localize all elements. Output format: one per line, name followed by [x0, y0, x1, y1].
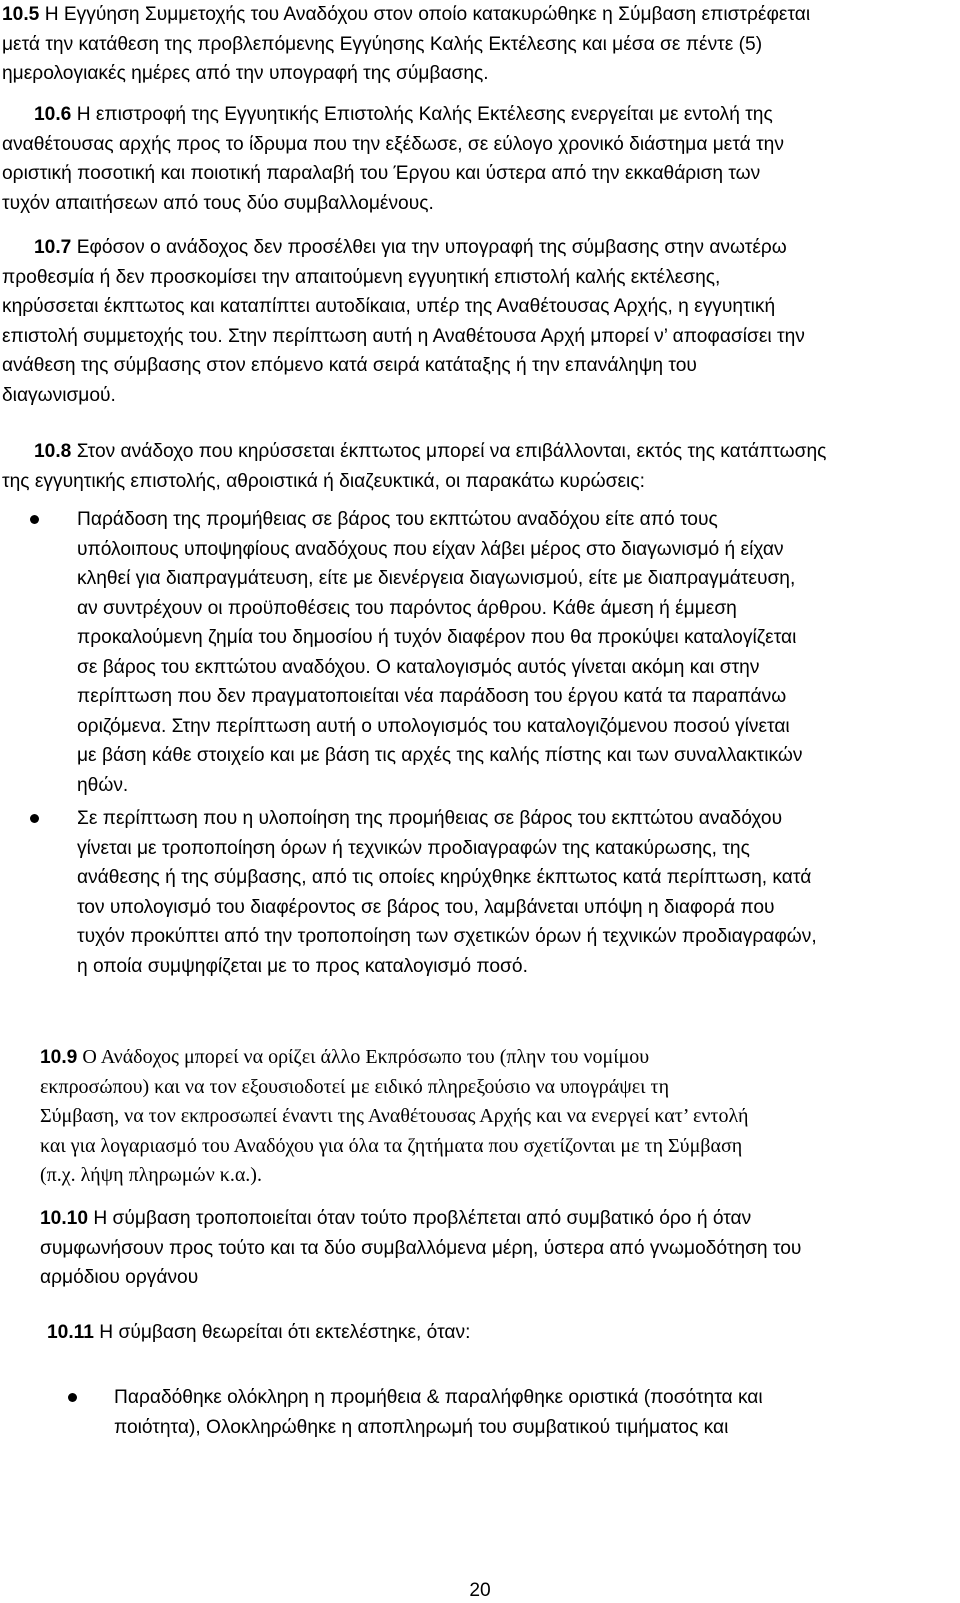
- paragraph-line: ημερολογιακές ημέρες από την υπογραφή της σύμβασης.: [2, 63, 489, 84]
- bullet-icon: [30, 515, 39, 524]
- bullet-line: με βάση κάθε στοιχείο και με βάση τις αρχές της καλής πίστης και των συναλλακτικών: [77, 745, 803, 766]
- paragraph-line: εκπροσώπου) και να τον εξουσιοδοτεί με ειδικό πληρεξούσιο να υπογράψει τη: [40, 1075, 670, 1098]
- bullet-line: προκαλούμενη ζημία του δημοσίου ή τυχόν διαφέρον που θα προκύψει καταλογίζεται: [77, 627, 797, 648]
- paragraph-line: 10.10 Η σύμβαση τροποποιείται όταν τούτο προβλέπεται από συμβατικό όρο ή όταν: [40, 1208, 752, 1229]
- section-number: 10.7: [34, 237, 72, 258]
- paragraph-line: προθεσμία ή δεν προσκομίσει την απαιτούμενη εγγυητική επιστολή καλής εκτέλεσης,: [2, 266, 721, 288]
- bullet-line: Παράδοση της προμήθειας σε βάρος του εκπτώτου αναδόχου είτε από τους: [77, 509, 718, 530]
- bullet-item: [77, 505, 960, 800]
- paragraph-line: 10.9 Ο Ανάδοχος μπορεί να ορίζει άλλο Εκπρόσωπο του (πλην του νομίμου: [40, 1046, 650, 1068]
- section-number: 10.9: [40, 1047, 78, 1068]
- section-number: 10.8: [34, 441, 72, 462]
- page-number: 20: [469, 1580, 491, 1601]
- section-10-6: [2, 100, 960, 218]
- paragraph-line: συμφωνήσουν προς τούτο και τα δύο συμβαλλόμενα μέρη, ύστερα από γνωμοδότηση του: [40, 1237, 802, 1259]
- paragraph-line: της εγγυητικής επιστολής, αθροιστικά ή διαζευκτικά, οι παρακάτω κυρώσεις:: [2, 470, 645, 492]
- paragraph-line: οριστική ποσοτική και ποιοτική παραλαβή του Έργου και ύστερα από την εκκαθάριση των: [2, 163, 761, 184]
- paragraph-line: (π.χ. λήψη πληρωμών κ.α.).: [40, 1164, 262, 1186]
- section-10-8: [2, 437, 960, 496]
- bullet-line: ποιότητα), Ολοκληρώθηκε η αποπληρωμή του συμβατικού τιμήματος και: [114, 1416, 729, 1438]
- paragraph-line: και για λογαριασμό του Αναδόχου για όλα τα ζητήματα που σχετίζονται με τη Σύμβαση: [40, 1134, 743, 1157]
- bullet-line: σε βάρος του εκπτώτου αναδόχου. Ο καταλογισμός αυτός γίνεται ακόμη και στην: [77, 656, 760, 678]
- paragraph-line: Σύμβαση, να τον εκπροσωπεί έναντι της Αναθέτουσας Αρχής και να ενεργεί κατ’ εντολή: [40, 1105, 749, 1127]
- section-number: 10.10: [40, 1208, 89, 1229]
- bullet-line: Παραδόθηκε ολόκληρη η προμήθεια & παραλήφθηκε οριστικά (ποσότητα και: [114, 1387, 763, 1408]
- paragraph-line: μετά την κατάθεση της προβλεπόμενης Εγγύησης Καλής Εκτέλεσης και μέσα σε πέντε (5): [2, 33, 763, 55]
- bullet-line: υπόλοιπους υποψηφίους αναδόχους που είχαν λάβει μέρος στο διαγωνισμό ή είχαν: [77, 538, 784, 560]
- bullet-line: οριζόμενα. Στην περίπτωση αυτή ο υπολογισμός του καταλογιζόμενου ποσού γίνεται: [77, 715, 790, 737]
- bullet-icon: [68, 1393, 77, 1402]
- paragraph-line: κηρύσσεται έκπτωτος και καταπίπτει αυτοδίκαια, υπέρ της Αναθέτουσας Αρχής, η εγγυητική: [2, 296, 776, 317]
- paragraph-line: 10.7 Εφόσον ο ανάδοχος δεν προσέλθει για την υπογραφή της σύμβασης στην ανωτέρω: [34, 237, 787, 258]
- bullet-line: κληθεί για διαπραγμάτευση, είτε με διενέργεια διαγωνισμού, είτε με διαπραγμάτευση,: [77, 568, 796, 589]
- section-10-11: [47, 1318, 960, 1348]
- paragraph-line: 10.11 Η σύμβαση θεωρείται ότι εκτελέστηκε, όταν:: [47, 1322, 471, 1343]
- paragraph-line: αρμόδιου οργάνου: [40, 1267, 199, 1288]
- bullet-line: ανάθεσης ή της σύμβασης, από τις οποίες κηρύχθηκε έκπτωτος κατά περίπτωση, κατά: [77, 867, 812, 888]
- bullet-line: τυχόν προκύπτει από την τροποποίηση των σχετικών όρων ή τεχνικών προδιαγραφών,: [77, 926, 817, 947]
- section-10-5: [2, 0, 960, 89]
- bullet-line: γίνεται με τροποποίηση όρων ή τεχνικών προδιαγραφών της κατακύρωσης, της: [77, 837, 750, 859]
- bullet-icon: [30, 814, 39, 823]
- bullet-line: η οποία συμψηφίζεται με το προς καταλογισμό ποσό.: [77, 955, 528, 977]
- paragraph-line: 10.6 Η επιστροφή της Εγγυητικής Επιστολής Καλής Εκτέλεσης ενεργείται με εντολή της: [34, 104, 773, 125]
- bullet-item: [114, 1383, 960, 1442]
- bullet-line: Σε περίπτωση που η υλοποίηση της προμήθειας σε βάρος του εκπτώτου αναδόχου: [77, 808, 783, 829]
- bullet-item: [77, 804, 960, 981]
- section-number: 10.11: [47, 1322, 94, 1343]
- bullet-line: τον υπολογισμό του διαφέροντος σε βάρος του, λαμβάνεται υπόψη η διαφορά που: [77, 896, 775, 918]
- paragraph-line: διαγωνισμού.: [2, 384, 116, 406]
- bullet-line: περίπτωση που δεν πραγματοποιείται νέα παράδοση του έργου κατά τα παραπάνω: [77, 686, 787, 707]
- paragraph-line: ανάθεση της σύμβασης στον επόμενο κατά σειρά κατάταξης ή την επανάληψη του: [2, 355, 697, 376]
- bullet-line: αν συντρέχουν οι προϋποθέσεις του παρόντος άρθρου. Κάθε άμεση ή έμμεση: [77, 597, 737, 619]
- paragraph-line: 10.8 Στον ανάδοχο που κηρύσσεται έκπτωτος μπορεί να επιβάλλονται, εκτός της κατάπτωσης: [34, 441, 827, 462]
- section-number: 10.5: [2, 4, 40, 25]
- paragraph-line: επιστολή συμμετοχής του. Στην περίπτωση αυτή η Αναθέτουσα Αρχή μπορεί ν’ αποφασίσει την: [2, 325, 805, 347]
- paragraph-line: 10.5 Η Εγγύηση Συμμετοχής του Αναδόχου στον οποίο κατακυρώθηκε η Σύμβαση επιστρέφεται: [2, 4, 811, 25]
- bullet-line: ηθών.: [77, 774, 129, 796]
- section-number: 10.6: [34, 104, 72, 125]
- section-10-9: [40, 1043, 960, 1191]
- section-10-10: [40, 1204, 960, 1293]
- paragraph-line: αναθέτουσας αρχής προς το ίδρυμα που την εξέδωσε, σε εύλογο χρονικό διάστημα μετά την: [2, 133, 784, 155]
- section-10-7: [2, 233, 960, 410]
- paragraph-line: τυχόν απαιτήσεων από τους δύο συμβαλλομένους.: [2, 192, 434, 214]
